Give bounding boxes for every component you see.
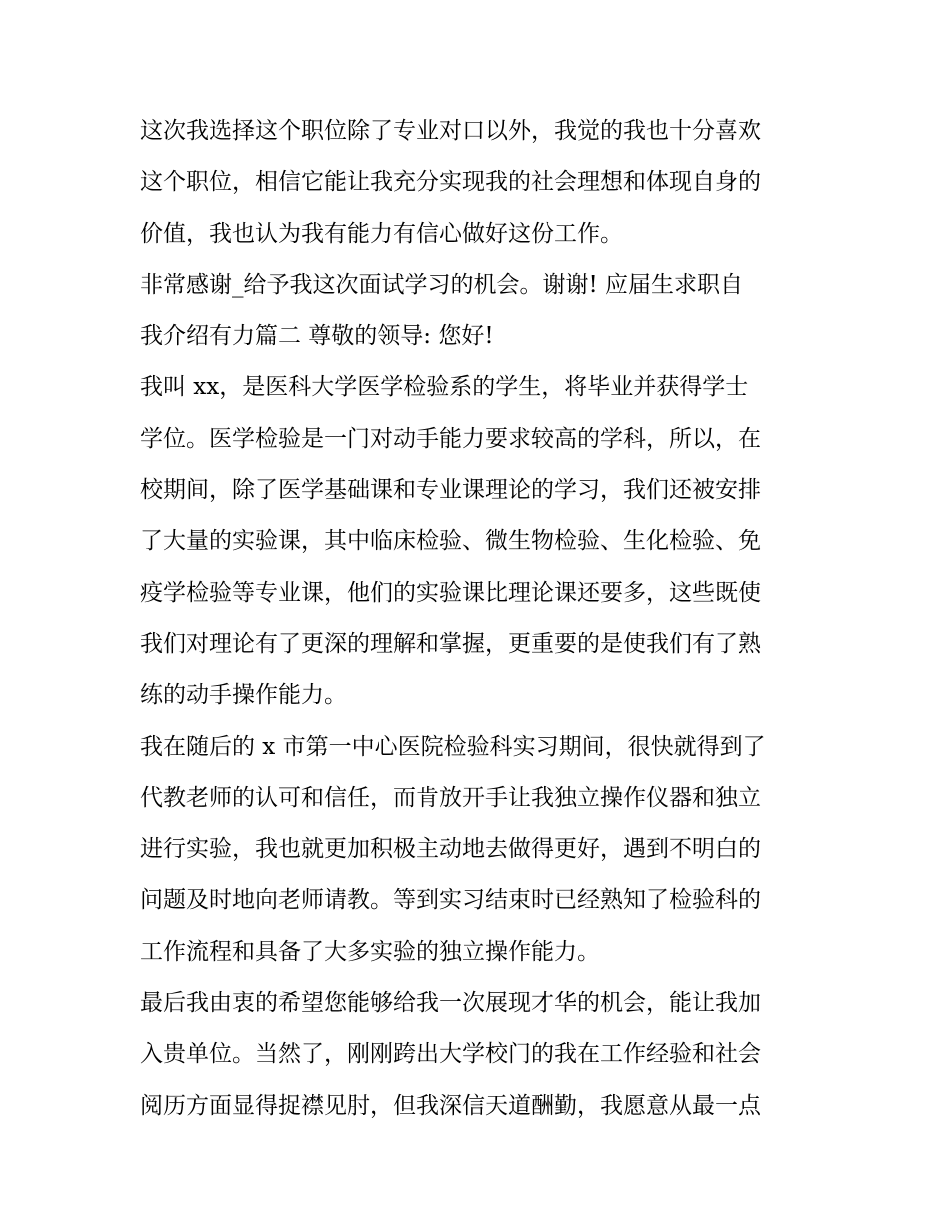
text-line: 我在随后的 x 市第一中心医院检验科实习期间，很快就得到了 [140, 733, 766, 760]
text-line: 我叫 xx，是医科大学医学检验系的学生，将毕业并获得学士 [140, 374, 749, 401]
text-line: 价值，我也认为我有能力有信心做好这份工作。 [140, 220, 623, 247]
text-line: 这个职位，相信它能让我充分实现我的社会理想和体现自身的 [140, 169, 761, 196]
text-line: 工作流程和具备了大多实验的独立操作能力。 [140, 938, 600, 965]
text-line: 了大量的实验课，其中临床检验、微生物检验、生化检验、免 [140, 528, 761, 555]
text-line: 代教老师的认可和信任，而肯放开手让我独立操作仪器和独立 [140, 784, 761, 811]
text-line: 入贵单位。当然了，刚刚跨出大学校门的我在工作经验和社会 [140, 1041, 761, 1068]
text-line: 问题及时地向老师请教。等到实习结束时已经熟知了检验科的 [140, 887, 761, 914]
text-line: 校期间，除了医学基础课和专业课理论的学习，我们还被安排 [140, 477, 761, 504]
text-line: 练的动手操作能力。 [140, 682, 347, 709]
text-line: 非常感谢_给予我这次面试学习的机会。谢谢! 应届生求职自 [140, 271, 744, 298]
text-line: 进行实验，我也就更加积极主动地去做得更好，遇到不明白的 [140, 836, 761, 863]
text-line: 这次我选择这个职位除了专业对口以外，我觉的我也十分喜欢 [140, 118, 761, 144]
text-line: 疫学检验等专业课，他们的实验课比理论课还要多，这些既使 [140, 579, 761, 606]
text-line: 阅历方面显得捉襟见肘，但我深信天道酬勤，我愿意从最一点 [140, 1092, 761, 1119]
text-line: 我介绍有力篇二 尊敬的领导: 您好! [140, 323, 494, 350]
text-line: 我们对理论有了更深的理解和掌握，更重要的是使我们有了熟 [140, 630, 761, 657]
text-line: 最后我由衷的希望您能够给我一次展现才华的机会，能让我加 [140, 990, 761, 1017]
text-line: 学位。医学检验是一门对动手能力要求较高的学科，所以，在 [140, 425, 761, 452]
document-body [140, 106, 820, 1132]
